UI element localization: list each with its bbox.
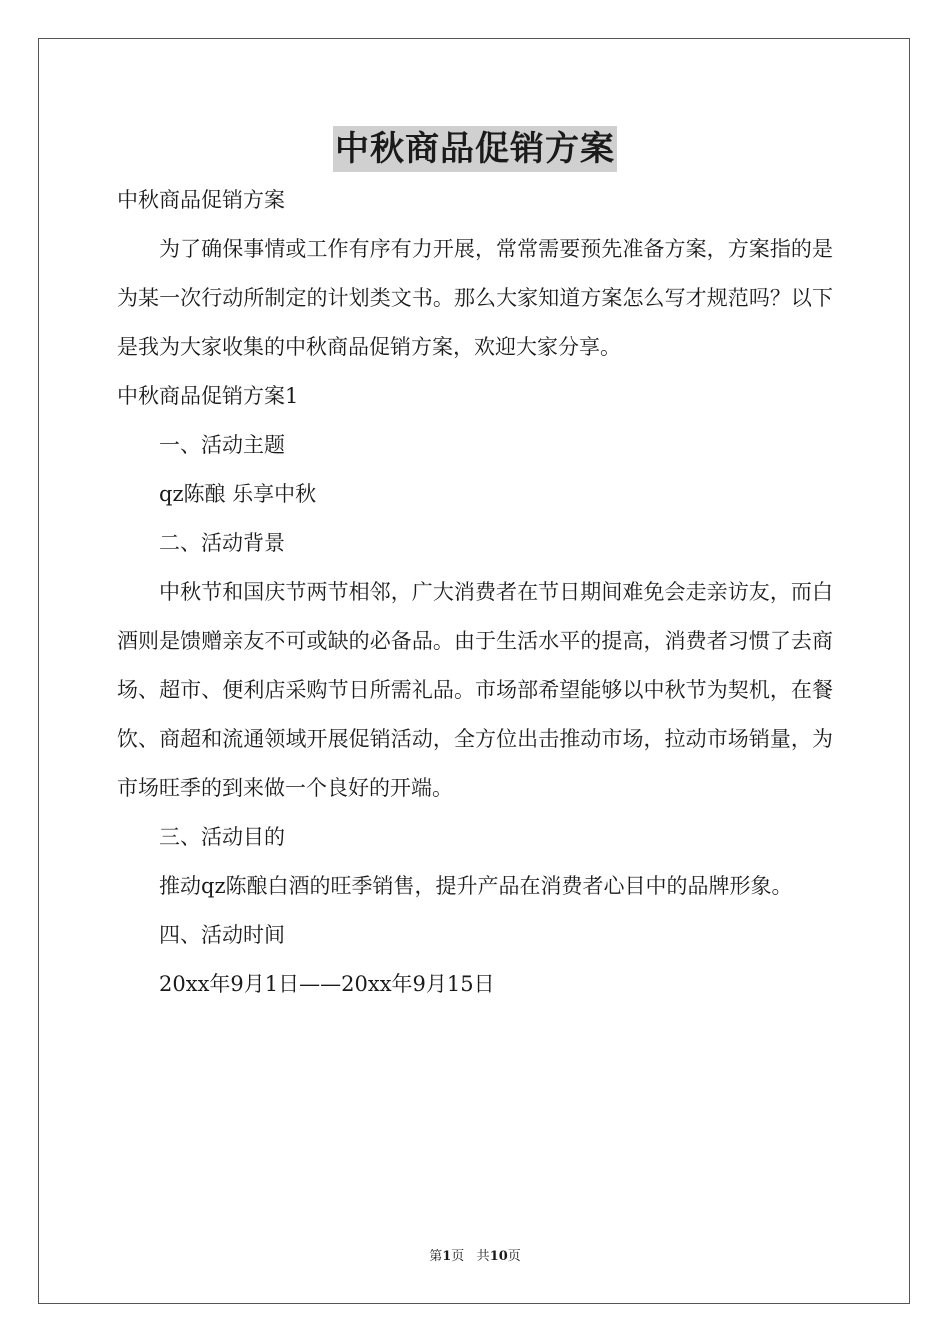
heading-background: 二、活动背景 — [159, 531, 285, 555]
time-text: 20xx年9月1日——20xx年9月15日 — [159, 972, 495, 996]
total-pages: 10 — [489, 1249, 508, 1264]
page-footer — [0, 1248, 950, 1266]
document-title: 中秋商品促销方案 — [333, 126, 617, 172]
intro-paragraph: 为了确保事情或工作有序有力开展，常常需要预先准备方案，方案指的是为某一次行动所制定的计划类文书。那么大家知道方案怎么写才规范吗？以下是我为大家收集的中秋商品促销方案，欢迎大家分享。 — [117, 237, 833, 359]
page-prefix: 第 — [429, 1249, 443, 1264]
total-prefix: 共 — [476, 1249, 490, 1264]
page-suffix: 页 — [451, 1249, 465, 1264]
total-suffix: 页 — [507, 1249, 521, 1264]
page-number: 1 — [442, 1249, 452, 1264]
purpose-paragraph: 推动qz陈酿白酒的旺季销售，提升产品在消费者心目中的品牌形象。 — [159, 874, 793, 898]
title-container — [0, 126, 950, 172]
section-heading: 中秋商品促销方案1 — [117, 384, 299, 408]
background-paragraph: 中秋节和国庆节两节相邻，广大消费者在节日期间难免会走亲访友，而白酒则是馈赠亲友不可或缺的必备品。由于生活水平的提高，消费者习惯了去商场、超市、便利店采购节日所需礼品。市场部希望能够以中秋节为契机，在餐饮、商超和流通领域开展促销活动，全方位出击推动市场，拉动市场销量，为市场旺季的到来做一个良好的开端。 — [117, 580, 833, 800]
heading-time: 四、活动时间 — [159, 923, 285, 947]
theme-text: qz陈酿 乐享中秋 — [159, 482, 317, 506]
document-subtitle: 中秋商品促销方案 — [117, 188, 285, 212]
heading-purpose: 三、活动目的 — [159, 825, 285, 849]
document-body — [117, 176, 833, 1009]
heading-theme: 一、活动主题 — [159, 433, 285, 457]
